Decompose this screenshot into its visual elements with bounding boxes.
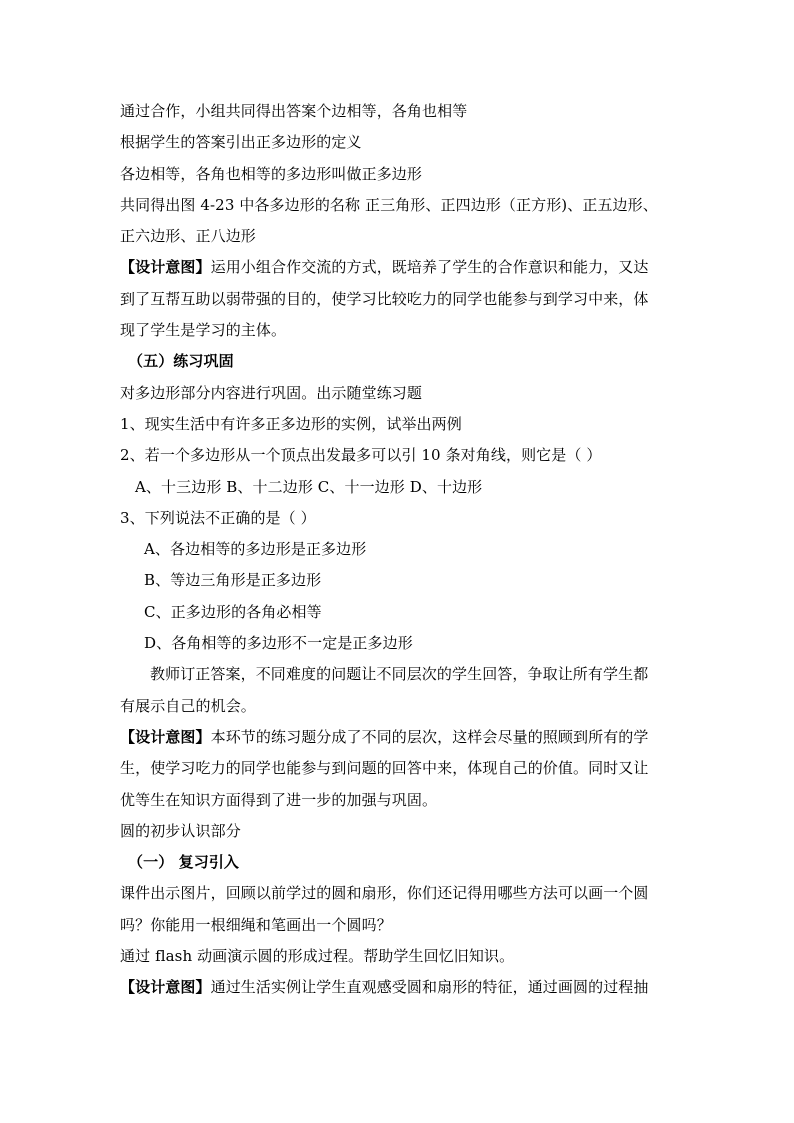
text-line: 共同得出图 4-23 中各多边形的名称 正三角形、正四边形（正方形)、正五边形、 [120,195,658,214]
question-2: 2、若一个多边形从一个顶点出发最多可以引 10 条对角线，则它是（ ） [120,446,602,465]
text-span: 本环节的练习题分成了不同的层次，这样会尽量的照顾到所有的学 [210,727,649,746]
question-1: 1、现实生活中有许多正多边形的实例，试举出两例 [120,414,462,433]
document-page [120,96,680,1004]
design-intent-tag: 【设计意图】 [120,258,211,277]
question-3: 3、下列说法不正确的是（ ） [120,508,316,527]
section-heading: （五）练习巩固 [128,352,234,371]
text-line: 现了学生是学习的主体。 [120,321,287,340]
text-line: 到了互帮互助以弱带强的目的，使学习比较吃力的同学也能参与到学习中来，体 [120,289,649,308]
text-span: 通过生活实例让学生直观感受圆和扇形的特征，通过画圆的过程抽 [210,978,649,997]
text-line: 教师订正答案，不同难度的问题让不同层次的学生回答，争取让所有学生都 [150,665,649,684]
design-intent-line [120,722,680,753]
text-line: 吗？你能用一根细绳和笔画出一个圆吗？ [120,915,392,934]
text-span: 运用小组合作交流的方式，既培养了学生的合作意识和能力，又达 [210,258,649,277]
text-line: 对多边形部分内容进行巩固。出示随堂练习题 [120,383,423,402]
question-3-option: C、正多边形的各角必相等 [144,602,322,621]
text-line: 各边相等，各角也相等的多边形叫做正多边形 [120,164,423,183]
question-3-option: B、等边三角形是正多边形 [144,571,322,590]
text-line: 有展示自己的机会。 [120,696,256,715]
text-line: 生，使学习吃力的同学也能参与到问题的回答中来，体现自己的价值。同时又让 [120,759,649,778]
question-3-option: D、各角相等的多边形不一定是正多边形 [144,634,413,653]
text-line: 正六边形、正八边形 [120,227,256,246]
question-3-option: A、各边相等的多边形是正多边形 [144,540,367,559]
design-intent-line [120,972,680,1003]
design-intent-tag: 【设计意图】 [120,727,211,746]
design-intent-tag: 【设计意图】 [120,978,211,997]
section-heading: （一） 复习引入 [128,853,240,872]
part-title: 圆的初步认识部分 [120,821,241,840]
text-line: 通过 flash 动画演示圆的形成过程。帮助学生回忆旧知识。 [120,947,515,966]
text-line: 优等生在知识方面得到了进一步的加强与巩固。 [120,790,438,809]
text-line: 通过合作，小组共同得出答案个边相等，各角也相等 [120,102,468,120]
text-line: 根据学生的答案引出正多边形的定义 [120,133,362,152]
design-intent-line [120,252,680,283]
question-2-options: A、十三边形 B、十二边形 C、十一边形 D、十边形 [135,477,483,496]
text-line: 课件出示图片，回顾以前学过的圆和扇形，你们还记得用哪些方法可以画一个圆 [120,884,649,903]
